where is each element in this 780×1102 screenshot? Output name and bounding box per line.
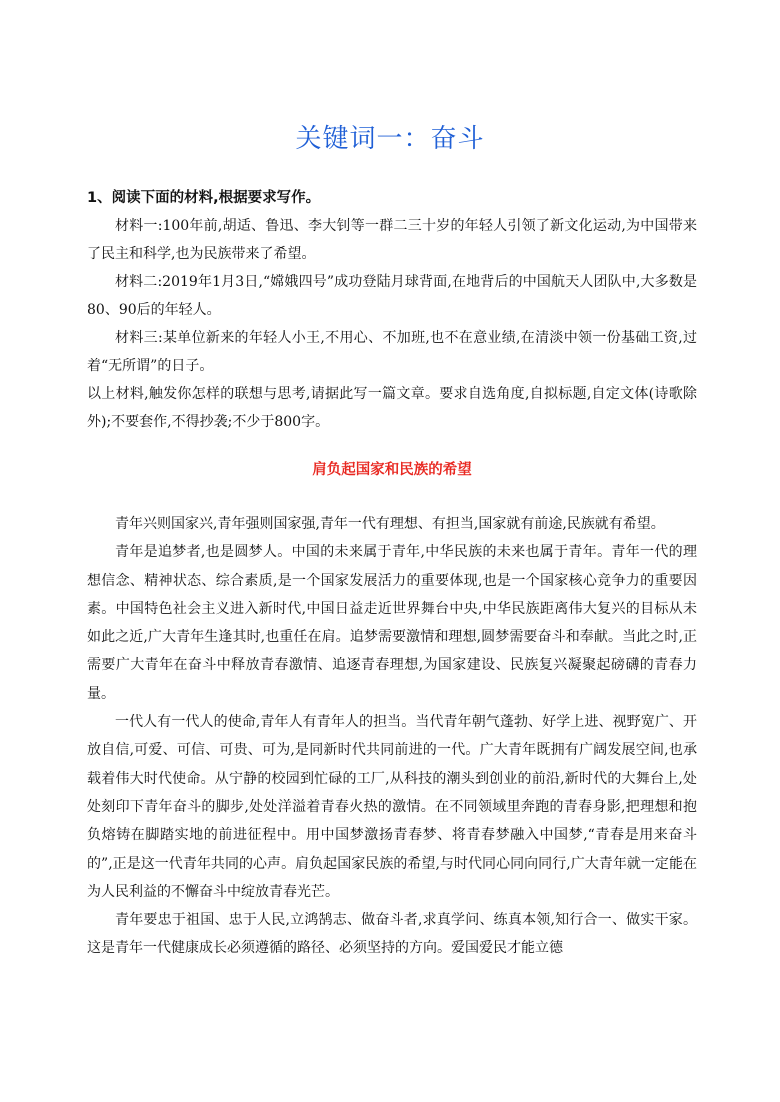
- essay-paragraph: 青年是追梦者,也是圆梦人。中国的未来属于青年,中华民族的未来也属于青年。青年一代的理想信念、精神状态、综合素质,是一个国家发展活力的重要体现,也是一个国家核心竞争力的重要因素。中国特色社会主义进入新时代,中国日益走近世界舞台中央,中华民族距离伟大复兴的目标从未如此之近,广大青年生逢其时,也重任在肩。追梦需要激情和理想,圆梦需要奋斗和奉献。当此之时,正需要广大青年在奋斗中释放青春激情、追逐青春理想,为国家建设、民族复兴凝聚起磅礴的青春力量。: [87, 544, 697, 702]
- essay-body: [87, 510, 697, 963]
- writing-instruction: 以上材料,触发你怎样的联想与思考,请据此写一篇文章。要求自选角度,自拟标题,自定文体(诗歌除外);不要套作,不得抄袭;不少于800字。: [87, 386, 697, 430]
- essay-title: 肩负起国家和民族的希望: [312, 462, 472, 478]
- material-three: 材料三:某单位新来的年轻人小王,不用心、不加班,也不在意业绩,在清淡中领一份基础工资,过着“无所谓”的日子。: [87, 330, 697, 374]
- essay-paragraph: 青年兴则国家兴,青年强则国家强,青年一代有理想、有担当,国家就有前途,民族就有希望。: [115, 516, 665, 532]
- essay-paragraph: 一代人有一代人的使命,青年人有青年人的担当。当代青年朝气蓬勃、好学上进、视野宽广、开放自信,可爱、可信、可贵、可为,是同新时代共同前进的一代。广大青年既拥有广阔发展空间,也承载着伟大时代使命。从宁静的校园到忙碌的工厂,从科技的潮头到创业的前沿,新时代的大舞台上,处处刻印下青年奋斗的脚步,处处洋溢着青春火热的激情。在不同领域里奔跑的青春身影,把理想和抱负熔铸在脚踏实地的前进征程中。用中国梦激扬青春梦、将青春梦融入中国梦,“青春是用来奋斗的”,正是这一代青年共同的心声。肩负起国家民族的希望,与时代同心同向同行,广大青年就一定能在为人民利益的不懈奋斗中绽放青春光芒。: [87, 714, 697, 900]
- essay-paragraph: 青年要忠于祖国、忠于人民,立鸿鹄志、做奋斗者,求真学问、练真本领,知行合一、做实干家。这是青年一代健康成长必须遵循的路径、必须坚持的方向。爱国爱民才能立德: [87, 912, 697, 957]
- question-heading: 1、阅读下面的材料,根据要求写作。: [87, 190, 321, 206]
- document-body: [87, 184, 697, 963]
- material-two: 材料二:2019年1月3日,“嫦娥四号”成功登陆月球背面,在地背后的中国航天人团队中,大多数是80、90后的年轻人。: [87, 274, 697, 318]
- page-title: 关键词一：奋斗: [295, 124, 485, 154]
- material-one: 材料一:100年前,胡适、鲁迅、李大钊等一群二三十岁的年轻人引领了新文化运动,为中国带来了民主和科学,也为民族带来了希望。: [87, 218, 697, 262]
